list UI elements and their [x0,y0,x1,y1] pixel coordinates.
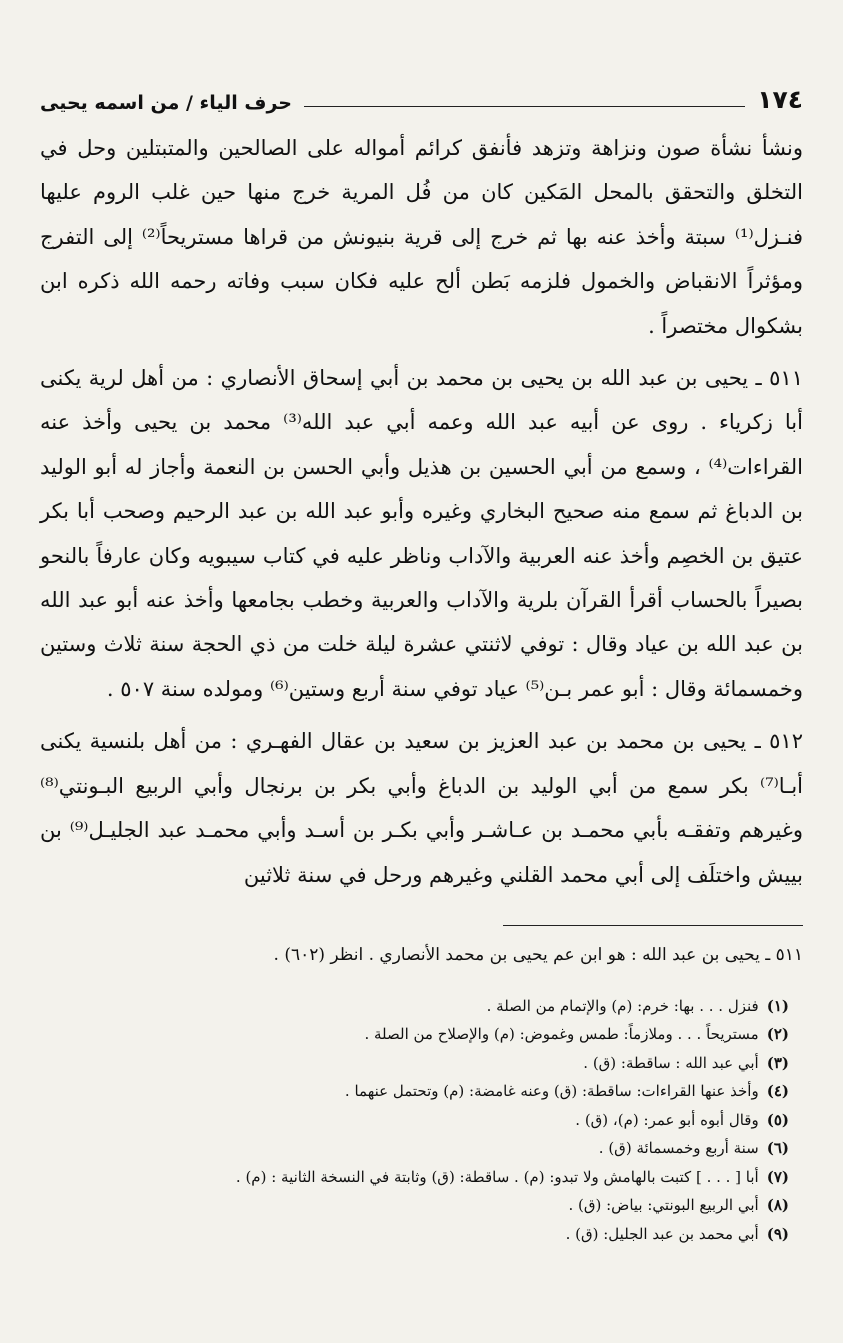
footnote-text: أبي محمد بن عبد الجليل: (ق) . [565,1224,759,1243]
entry-511: ٥١١ ـ يحيى بن عبد الله بن يحيى بن محمد بن أبي إسحاق الأنصاري : من أهل لرية يكنى أبا زكرياء . روى عن أبيه عبد الله وعمه أبي عبد الله⁽³⁾ محمد بن يحيى وأخذ عنه القراءات⁽⁴⁾ ، وسمع من أبي الحسين بن هذيل وأبي الحسن بن النعمة وأجاز له أبو الوليد بن الدباغ ثم سمع منه صحيح البخاري وغيره وأبو عبد الله بن عبد الرحيم وصحب أبا بكر عتيق بن الخصِم وأخذ عنه العربية والآداب وناظر عليه في كتاب سيبويه وكان عارفاً بالنحو بصيراً بالحساب أقرأ القرآن بلرية والآداب والعربية وخطب بجامعها وأخذ عنه أبو عبد الله بن عبد الله بن عياد وقال : توفي لاثنتي عشرة ليلة خلت من ذي الحجة سنة ثلاث وستين وخمسمائة وقال : أبو عمر بـن⁽⁵⁾ عياد توفي سنة أربع وستين⁽⁶⁾ ومولده سنة ٥٠٧ . [40,366,803,701]
footnote-text: وقال أبوه أبو عمر: (م)، (ق) . [575,1110,759,1129]
footnote-number: (٨) [766,1196,789,1215]
footnote-item [40,1077,803,1106]
footnote-number: (٥) [766,1110,789,1129]
footnote-item [40,1134,803,1163]
footnote-item [40,992,803,1021]
footnote-text: مستريحاً . . . وملازماً: طمس وغموض: (م) والإصلاح من الصلة . [364,1025,759,1044]
page-number: ١٧٤ [757,85,803,114]
footnote-text: وأخذ عنها القراءات: ساقطة: (ق) وعنه غامضة: (م) وتحتمل عنهما . [344,1082,759,1101]
footnote-number: (٧) [766,1167,789,1186]
entry-512: ٥١٢ ـ يحيى بن محمد بن عبد العزيز بن سعيد بن عقال الفهـري : من أهل بلنسية يكنى أبـا⁽⁷⁾ بكر سمع من أبي الوليد بن الدباغ وأبي بكر بن برنجال وأبي الربيع البـونتي⁽⁸⁾ وغيرهم وتفقـه بأبي محمـد بن عـاشـر وأبي بكـر بن أسـد وأبي محمـد عبد الجليـل⁽⁹⁾ بن بييش واختلَف إلى أبي محمد القلني وغيرهم ورحل في سنة ثلاثين [40,729,803,887]
footnote-list [40,992,803,1249]
footnote-number: (٦) [766,1139,789,1158]
footnote-item [40,1220,803,1249]
footnote-text: سنة أربع وخمسمائة (ق) . [598,1139,759,1158]
footnote-number: (١) [766,996,789,1015]
footnote-text: أبا [ . . . ] كتبت بالهامش ولا تبدو: (م) . ساقطة: (ق) وثابتة في النسخة الثانية : (م) . [235,1167,759,1186]
footnote-text: فنزل . . . بها: خرم: (م) والإتمام من الصلة . [486,996,759,1015]
paragraph-continuation: ونشأ نشأة صون ونزاهة وتزهد فأنفق كرائم أمواله على الصالحين والمتبتلين وحل في التخلق والتحقق بالمحل المَكين كان من فُل المرية خرج منها حين غلب الروم عليها فنـزل⁽¹⁾ سبتة وأخذ عنه بها ثم خرج إلى قرية بنيونش من قراها مستريحاً⁽²⁾ إلى التفرج ومؤثراً الانقباض والخمول فلزمه بَطن ألح عليه فكان سبب وفاته رحمه الله ذكره ابن بشكوال مختصراً . [40,136,803,338]
footnote-text: أبي الربيع البونتي: بياض: (ق) . [568,1196,759,1215]
entry-footnote: ٥١١ ـ يحيى بن عبد الله : هو ابن عم يحيى بن محمد الأنصاري . انظر (٦٠٢) . [273,944,803,965]
footnote-item [40,1106,803,1135]
main-text [40,126,803,897]
footnote-item [40,1020,803,1049]
page-header [40,80,803,114]
footnote-number: (٢) [766,1025,789,1044]
footnote-item [40,1191,803,1220]
running-title: حرف الياء / من اسمه يحيى [40,92,292,114]
footnote-separator [503,925,803,926]
footnote-item [40,1163,803,1192]
footnote-number: (٣) [766,1053,789,1072]
footnote-number: (٩) [766,1224,789,1243]
footnote-item [40,1049,803,1078]
footnote-number: (٤) [766,1082,789,1101]
header-rule [304,106,745,107]
footnote-text: أبي عبد الله : ساقطة: (ق) . [583,1053,759,1072]
